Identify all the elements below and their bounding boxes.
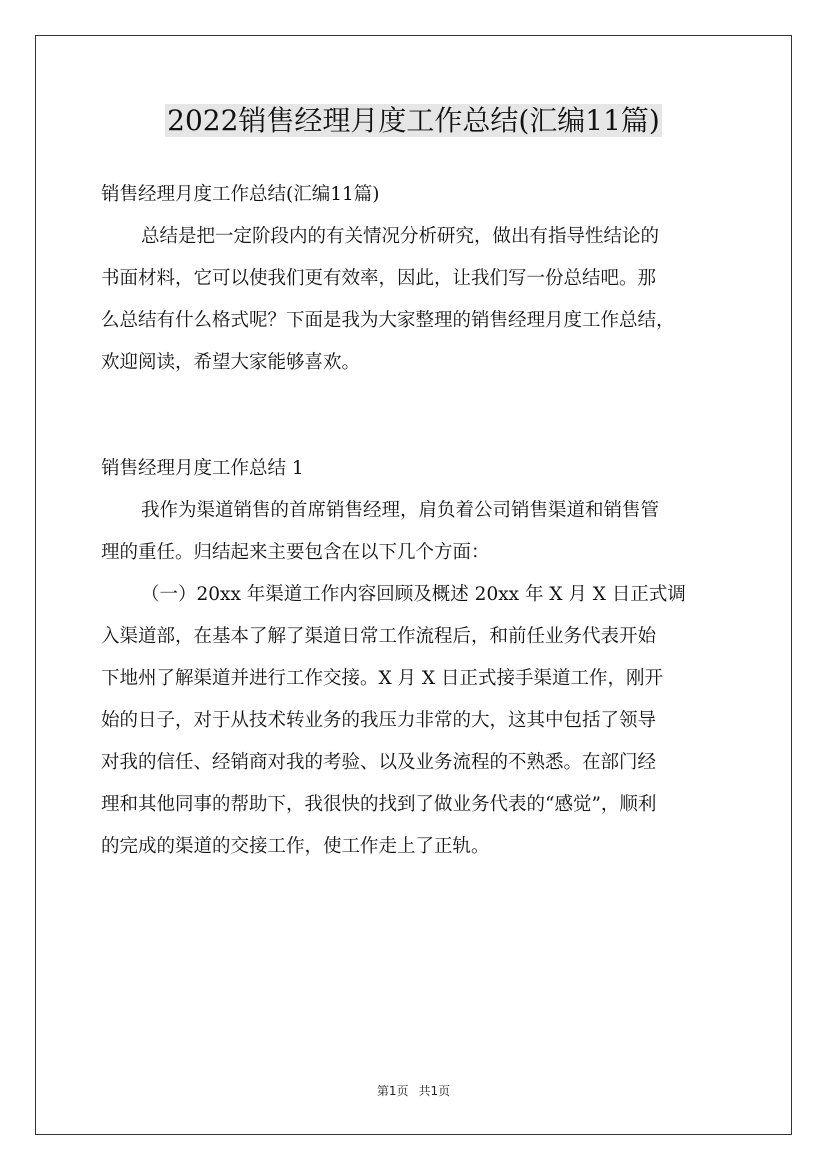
paragraph-line: 入渠道部，在基本了解了渠道日常工作流程后，和前任业务代表开始: [101, 626, 657, 647]
paragraph-line: （一）20xx 年渠道工作内容回顾及概述 20xx 年 X 月 X 日正式调: [141, 584, 686, 605]
paragraph-line: 对我的信任、经销商对我的考验、以及业务流程的不熟悉。在部门经: [101, 752, 657, 773]
paragraph-line: 的完成的渠道的交接工作，使工作走上了正轨。: [101, 836, 490, 857]
document-subtitle: 销售经理月度工作总结(汇编11篇): [101, 184, 380, 205]
section-heading: 销售经理月度工作总结 1: [101, 458, 304, 479]
intro-line: 书面材料，它可以使我们更有效率，因此，让我们写一份总结吧。那: [101, 268, 657, 289]
intro-line: 欢迎阅读，希望大家能够喜欢。: [101, 352, 361, 373]
paragraph-line: 我作为渠道销售的首席销售经理，肩负着公司销售渠道和销售管: [141, 500, 660, 521]
paragraph-line: 始的日子，对于从技术转业务的我压力非常的大，这其中包括了领导: [101, 710, 657, 731]
paragraph-line: 理和其他同事的帮助下，我很快的找到了做业务代表的“感觉”，顺利: [101, 794, 657, 815]
intro-line: 总结是把一定阶段内的有关情况分析研究，做出有指导性结论的: [141, 226, 660, 247]
paragraph-line: 理的重任。归结起来主要包含在以下几个方面：: [101, 542, 490, 563]
document-body: [101, 174, 741, 868]
page-total: 共1页: [418, 1084, 451, 1098]
paragraph-line: 下地州了解渠道并进行工作交接。X 月 X 日正式接手渠道工作，刚开: [101, 668, 663, 689]
document-title-text: 2022销售经理月度工作总结(汇编11篇): [167, 104, 660, 137]
page-number: 第1页: [376, 1084, 409, 1098]
paragraph-gap: [101, 384, 741, 448]
page-footer: [0, 1082, 827, 1099]
document-title: [0, 100, 827, 142]
intro-line: 么总结有什么格式呢？下面是我为大家整理的销售经理月度工作总结，: [101, 310, 675, 331]
